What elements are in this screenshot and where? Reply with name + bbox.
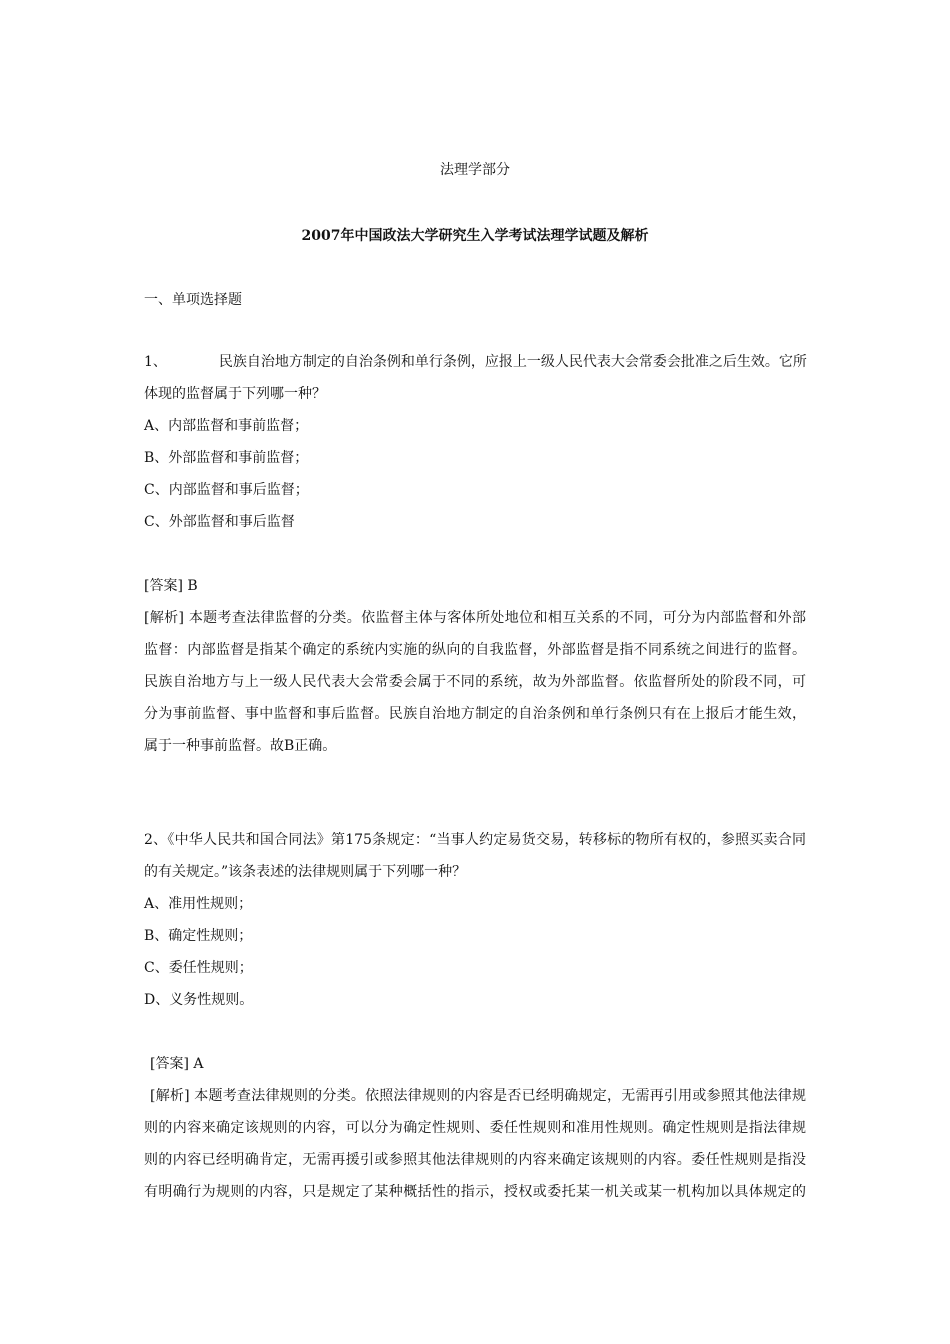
- question-2-answer: [答案] A: [150, 1056, 204, 1072]
- question-2-analysis-line-3: 则的内容已经明确肯定，无需再援引或参照其他法律规则的内容来确定该规则的内容。委任性规则是指没: [144, 1152, 806, 1168]
- question-2-option-d: D、义务性规则。: [144, 992, 254, 1008]
- question-1-option-a: A、内部监督和事前监督；: [144, 418, 309, 434]
- question-1-analysis-line-2: 监督：内部监督是指某个确定的系统内实施的纵向的自我监督，外部监督是指不同系统之间进行的监督。: [144, 642, 806, 658]
- question-2-analysis-line-2: 则的内容来确定该规则的内容，可以分为确定性规则、委任性规则和准用性规则。确定性规则是指法律规: [144, 1120, 806, 1136]
- question-1-answer: [答案] B: [144, 578, 198, 594]
- question-1-analysis-line-1: [解析] 本题考查法律监督的分类。依监督主体与客体所处地位和相互关系的不同，可分为内部监督和外部: [144, 610, 806, 626]
- question-2-option-b: B、确定性规则；: [144, 928, 253, 944]
- question-2-option-a: A、准用性规则；: [144, 896, 253, 912]
- question-2-stem-line-2: 的有关规定。”该条表述的法律规则属于下列哪一种？: [144, 864, 467, 880]
- question-1-stem-line-1: 民族自治地方制定的自治条例和单行条例，应报上一级人民代表大会常委会批准之后生效。它所: [218, 354, 807, 370]
- question-1-option-b: B、外部监督和事前监督；: [144, 450, 309, 466]
- question-1-first-line: [144, 352, 807, 372]
- part-heading: 一、单项选择题: [144, 292, 242, 308]
- question-2-stem-line-1: 2、《中华人民共和国合同法》第175条规定：“当事人约定易货交易，转移标的物所有权的，参照买卖合同: [144, 832, 806, 848]
- question-2-analysis-line-4: 有明确行为规则的内容，只是规定了某种概括性的指示，授权或委托某一机关或某一机构加以具体规定的: [144, 1184, 806, 1200]
- question-2-analysis-line-1: [解析] 本题考查法律规则的分类。依照法律规则的内容是否已经明确规定，无需再引用或参照其他法律规: [150, 1088, 806, 1104]
- question-1-option-c: C、内部监督和事后监督；: [144, 482, 309, 498]
- question-1-stem-line-2: 体现的监督属于下列哪一种？: [144, 386, 326, 402]
- section-title: 法理学部分: [440, 162, 510, 178]
- question-1-analysis-line-3: 民族自治地方与上一级人民代表大会常委会属于不同的系统，故为外部监督。依监督所处的阶段不同，可: [144, 674, 806, 690]
- question-2-option-c: C、委任性规则；: [144, 960, 253, 976]
- question-1-number: 1、: [144, 354, 167, 370]
- question-1-analysis-line-4: 分为事前监督、事中监督和事后监督。民族自治地方制定的自治条例和单行条例只有在上报后才能生效，: [144, 706, 806, 722]
- question-1-analysis-line-5: 属于一种事前监督。故B正确。: [144, 738, 337, 754]
- exam-title: 2007年中国政法大学研究生入学考试法理学试题及解析: [301, 228, 649, 244]
- question-1-option-d: C、外部监督和事后监督: [144, 514, 295, 530]
